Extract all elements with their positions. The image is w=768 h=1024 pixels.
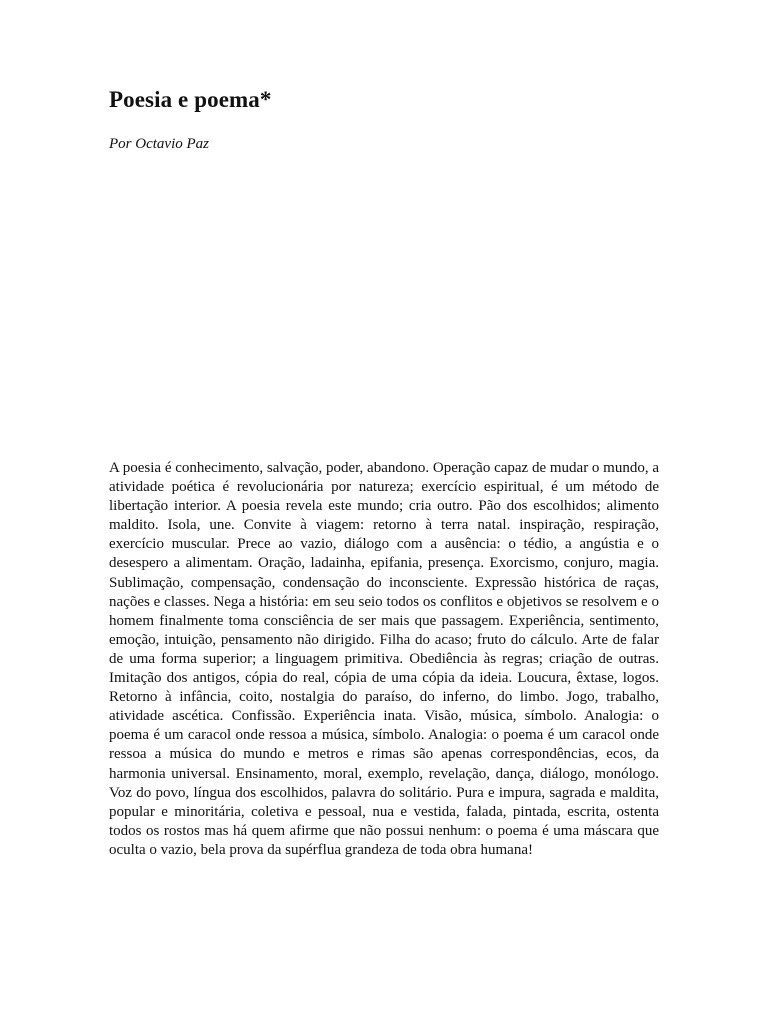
body-paragraph: A poesia é conhecimento, salvação, poder, abandono. Operação capaz de mudar o mundo, a atividade poética é revolucionária por natureza; exercício espiritual, é um método de libertação interior. A poesia revela este mundo; cria outro. Pão dos escolhidos; alimento maldito. Isola, une. Convite à viagem: retorno à terra natal. inspiração, respiração, exercício muscular. Prece ao vazio, diálogo com a ausência: o tédio, a angústia e o desespero a alimentam. Oração, ladainha, epifania, presença. Exorcismo, conjuro, magia. Sublimação, compensação, condensação do inconsciente. Expressão histórica de raças, nações e classes. Nega a história: em seu seio todos os conflitos e objetivos se resolvem e o homem finalmente toma consciência de ser mais que passagem. Experiência, sentimento, emoção, intuição, pensamento não dirigido. Filha do acaso; fruto do cálculo. Arte de falar de uma forma superior; a linguagem primitiva. Obediência às regras; criação de outras. Imitação dos antigos, cópia do real, cópia de uma cópia da ideia. Loucura, êxtase, logos. Retorno à infância, coito, nostalgia do paraíso, do inferno, do limbo. Jogo, trabalho, atividade ascética. Confissão. Experiência inata. Visão, música, símbolo. Analogia: o poema é um caracol onde ressoa a música, símbolo. Analogia: o poema é um caracol onde ressoa a música do mundo e metros e rimas são apenas correspondências, ecos, da harmonia universal. Ensinamento, moral, exemplo, revelação, dança, diálogo, monólogo. Voz do povo, língua dos escolhidos, palavra do solitário. Pura e impura, sagrada e maldita, popular e minoritária, coletiva e pessoal, nua e vestida, falada, pintada, escrita, ostenta todos os rostos mas há quem afirme que não possui nenhum: o poema é uma máscara que oculta o vazio, bela prova da supérflua grandeza de toda obra humana! (109, 460, 660, 858)
document-author: Por Octavio Paz (109, 136, 209, 152)
document-title: Poesia e poema* (109, 87, 272, 112)
